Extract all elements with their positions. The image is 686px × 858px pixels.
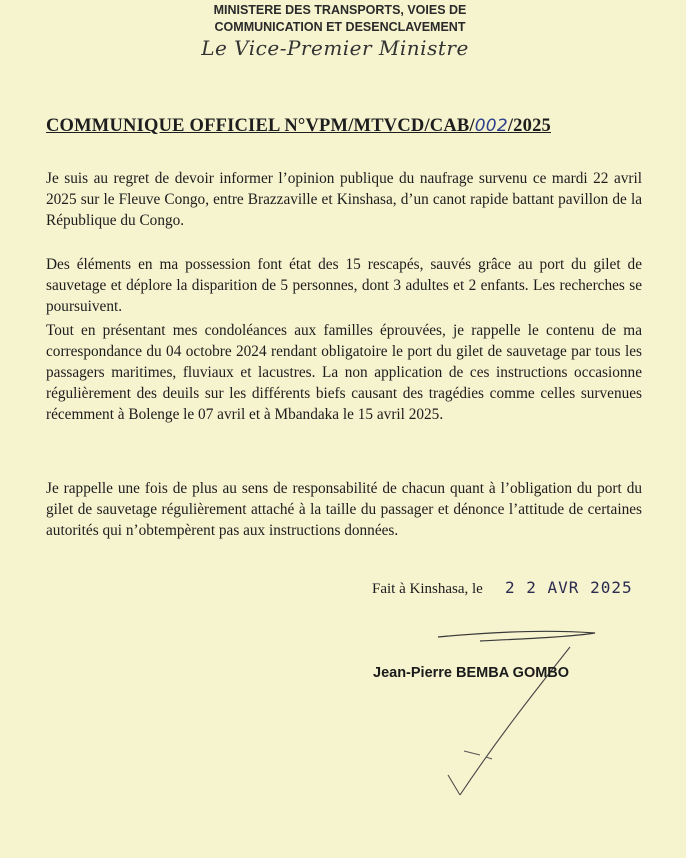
place-label: Fait à Kinshasa, le xyxy=(372,581,483,597)
title-suffix: /2025 xyxy=(507,116,551,136)
communique-title xyxy=(46,116,646,137)
date-stamp: 2 2 AVR 2025 xyxy=(505,578,633,597)
ministry-line-2: COMMUNICATION ET DESENCLAVEMENT xyxy=(214,20,466,34)
ministry-header xyxy=(190,2,490,36)
vice-premier-title: Le Vice-Premier Ministre xyxy=(201,36,469,60)
signatory-name: Jean-Pierre BEMBA GOMBO xyxy=(373,665,570,681)
paragraph-1: Je suis au regret de devoir informer l’opinion publique du naufrage survenu ce mardi 22 avril 2025 sur le Fleuve Congo, entre Brazzaville et Kinshasa, d’un canot rapide battant pavillon de la République du Congo. xyxy=(46,170,642,229)
communique-number: 002 xyxy=(474,116,508,136)
signature-icon xyxy=(420,625,610,805)
paragraph-2: Des éléments en ma possession font état des 15 rescapés, sauvés grâce au port du gilet de sauvetage et déplore la disparition de 5 personnes, dont 3 adultes et 2 enfants. Les recherches se poursuivent. xyxy=(46,256,642,315)
title-prefix: COMMUNIQUE OFFICIEL N°VPM/MTVCD/CAB/ xyxy=(46,116,475,136)
ministry-line-1: MINISTERE DES TRANSPORTS, VOIES DE xyxy=(213,3,467,17)
paragraph-3: Tout en présentant mes condoléances aux familles éprouvées, je rappelle le contenu de ma correspondance du 04 octobre 2024 rendant obligatoire le port du gilet de sauvetage par tous les passagers maritimes, fluviaux et lacustres. La non application de ces instructions occasionne régulièrement des deuils sur les différents biefs causant des tragédies comme celles survenues récemment à Bolenge le 07 avril et à Mbandaka le 15 avril 2025. xyxy=(46,322,642,423)
paragraph-4: Je rappelle une fois de plus au sens de responsabilité de chacun quant à l’obligation du port du gilet de sauvetage régulièrement attaché à la taille du passager et dénonce l’attitude de certaines autorités qui n’obtempèrent pas aux instructions données. xyxy=(46,480,642,539)
